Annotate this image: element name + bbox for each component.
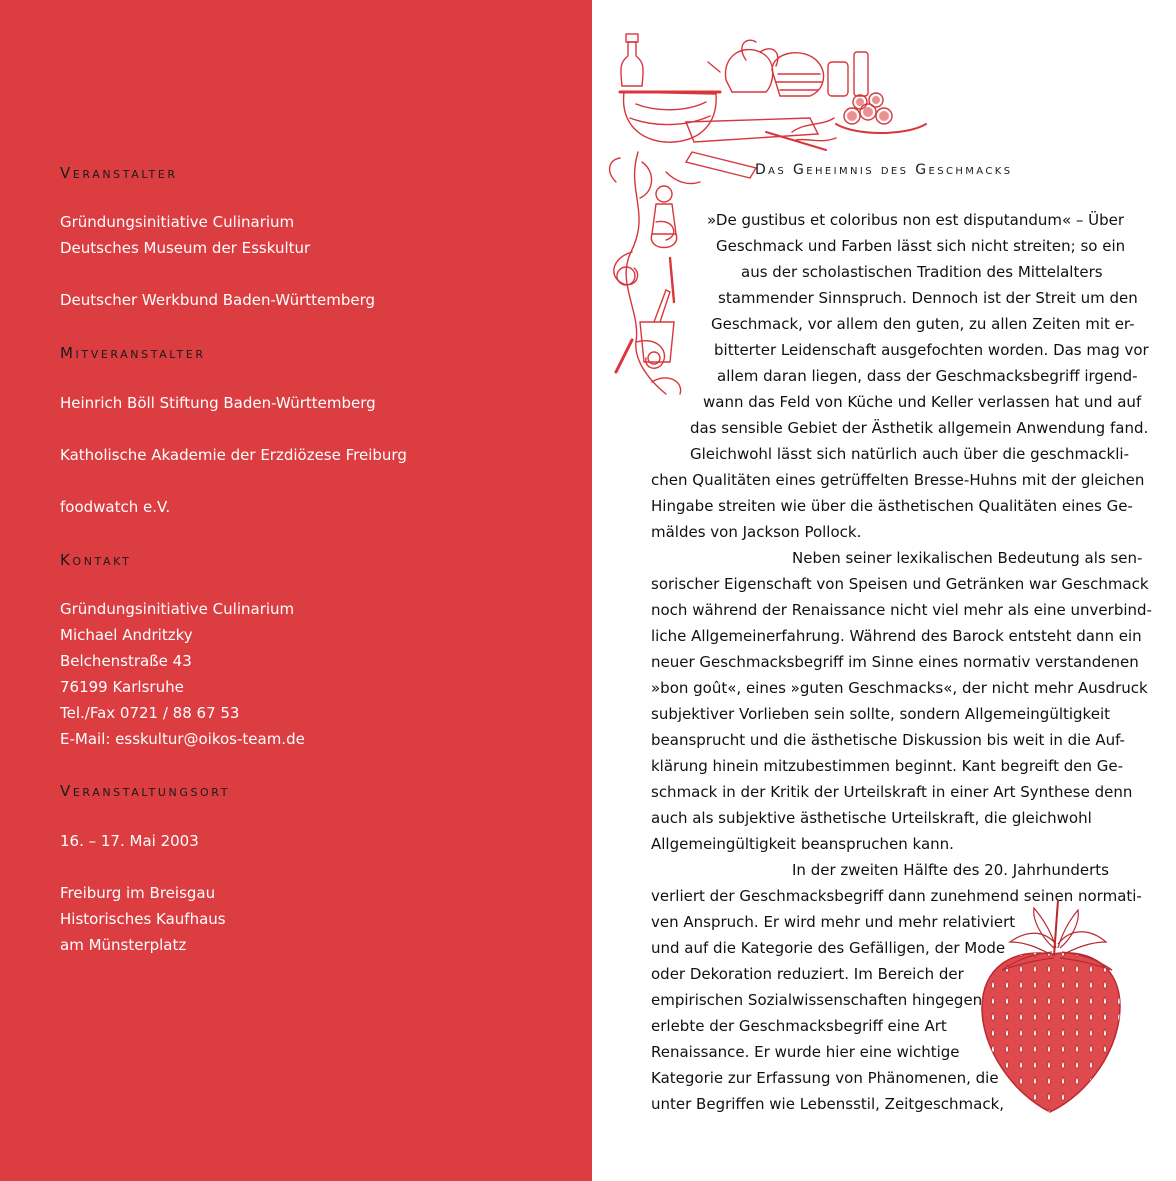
body-line: bitterter Leidenschaft ausgefochten worden. Das mag vor [714, 341, 1149, 359]
kontakt-block [60, 596, 305, 752]
body-line: »bon goût«, eines »guten Geschmacks«, der nicht mehr Ausdruck [651, 679, 1148, 697]
body-line: chen Qualitäten eines getrüffelten Bresse-Huhns mit der gleichen [651, 471, 1145, 489]
body-line: Allgemeingültigkeit beanspruchen kann. [651, 835, 954, 853]
text-line: Belchenstraße 43 [60, 652, 192, 670]
body-line: Renaissance. Er wurde hier eine wichtige [651, 1043, 960, 1061]
body-line: verliert der Geschmacksbegriff dann zunehmend seinen normati- [651, 887, 1142, 905]
body-line: noch während der Renaissance nicht viel mehr als eine unverbind- [651, 601, 1152, 619]
body-line: empirischen Sozialwissenschaften hingegen [651, 991, 983, 1009]
body-line: unter Begriffen wie Lebensstil, Zeitgeschmack, [651, 1095, 1005, 1113]
text-line: Tel./Fax 0721 / 88 67 53 [60, 704, 240, 722]
text-line: am Münsterplatz [60, 936, 187, 954]
body-line: auch als subjektive ästhetische Urteilskraft, die gleichwohl [651, 809, 1092, 827]
heading-veranstalter: Veranstalter [60, 164, 178, 182]
body-line: oder Dekoration reduziert. Im Bereich der [651, 965, 964, 983]
veranstalter-block-2 [60, 287, 375, 313]
body-line: Geschmack und Farben lässt sich nicht streiten; so ein [716, 237, 1126, 255]
text-line: Heinrich Böll Stiftung Baden-Württemberg [60, 394, 376, 412]
body-line: subjektiver Vorlieben sein sollte, sondern Allgemeingültigkeit [651, 705, 1110, 723]
body-line: stammender Sinnspruch. Dennoch ist der Streit um den [718, 289, 1138, 307]
heading-mitveranstalter: Mitveranstalter [60, 344, 206, 362]
text-line: Deutsches Museum der Esskultur [60, 239, 311, 257]
body-line: das sensible Gebiet der Ästhetik allgemein Anwendung fand. [690, 419, 1149, 437]
body-line: Hingabe streiten wie über die ästhetischen Qualitäten eines Ge- [651, 497, 1133, 515]
body-line: wann das Feld von Küche und Keller verlassen hat und auf [703, 393, 1142, 411]
text-line: Historisches Kaufhaus [60, 910, 226, 928]
body-line: In der zweiten Hälfte des 20. Jahrhunderts [792, 861, 1109, 879]
body-line: sorischer Eigenschaft von Speisen und Getränken war Geschmack [651, 575, 1149, 593]
body-line: schmack in der Kritik der Urteilskraft in einer Art Synthese denn [651, 783, 1133, 801]
text-line: Deutscher Werkbund Baden-Württemberg [60, 291, 376, 309]
body-line: erlebte der Geschmacksbegriff eine Art [651, 1017, 947, 1035]
heading-kontakt: Kontakt [60, 551, 132, 569]
mitveranstalter-block-1 [60, 390, 376, 416]
body-line: mäldes von Jackson Pollock. [651, 523, 862, 541]
mitveranstalter-block-2 [60, 442, 407, 468]
body-line: neuer Geschmacksbegriff im Sinne eines normativ verstandenen [651, 653, 1139, 671]
body-line: allem daran liegen, dass der Geschmacksbegriff irgend- [717, 367, 1138, 385]
text-line: foodwatch e.V. [60, 498, 171, 516]
mitveranstalter-block-3 [60, 494, 170, 520]
body-line: aus der scholastischen Tradition des Mittelalters [741, 263, 1103, 281]
body-line: Kategorie zur Erfassung von Phänomenen, die [651, 1069, 999, 1087]
text-line: Katholische Akademie der Erzdiözese Freiburg [60, 446, 407, 464]
strawberry-illustration [972, 898, 1132, 1116]
veranstalter-block-1 [60, 209, 310, 261]
heading-veranstaltungsort: Veranstaltungsort [60, 782, 231, 800]
body-line: und auf die Kategorie des Gefälligen, der Mode [651, 939, 1006, 957]
body-line: Geschmack, vor allem den guten, zu allen Zeiten mit er- [711, 315, 1135, 333]
article-title: Das Geheimnis des Geschmacks [755, 162, 1013, 178]
veranstaltungsort-address [60, 880, 226, 958]
text-line: Gründungsinitiative Culinarium [60, 600, 295, 618]
body-line: Gleichwohl lässt sich natürlich auch über die geschmackli- [690, 445, 1129, 463]
body-line: liche Allgemeinerfahrung. Während des Barock entsteht dann ein [651, 627, 1142, 645]
body-line: klärung hinein mitzubestimmen beginnt. Kant begreift den Ge- [651, 757, 1124, 775]
text-line: 16. – 17. Mai 2003 [60, 832, 199, 850]
veranstaltungsort-date [60, 828, 199, 854]
body-line: »De gustibus et coloribus non est disputandum« – Über [707, 211, 1125, 229]
text-line: Michael Andritzky [60, 626, 193, 644]
text-line: 76199 Karlsruhe [60, 678, 184, 696]
email-link[interactable]: E-Mail: esskultur@oikos-team.de [60, 730, 305, 748]
body-line: Neben seiner lexikalischen Bedeutung als sen- [792, 549, 1143, 567]
text-line: Freiburg im Breisgau [60, 884, 216, 902]
body-line: ven Anspruch. Er wird mehr und mehr relativiert [651, 913, 1016, 931]
text-line: Gründungsinitiative Culinarium [60, 213, 295, 231]
body-line: beansprucht und die ästhetische Diskussion bis weit in die Auf- [651, 731, 1125, 749]
